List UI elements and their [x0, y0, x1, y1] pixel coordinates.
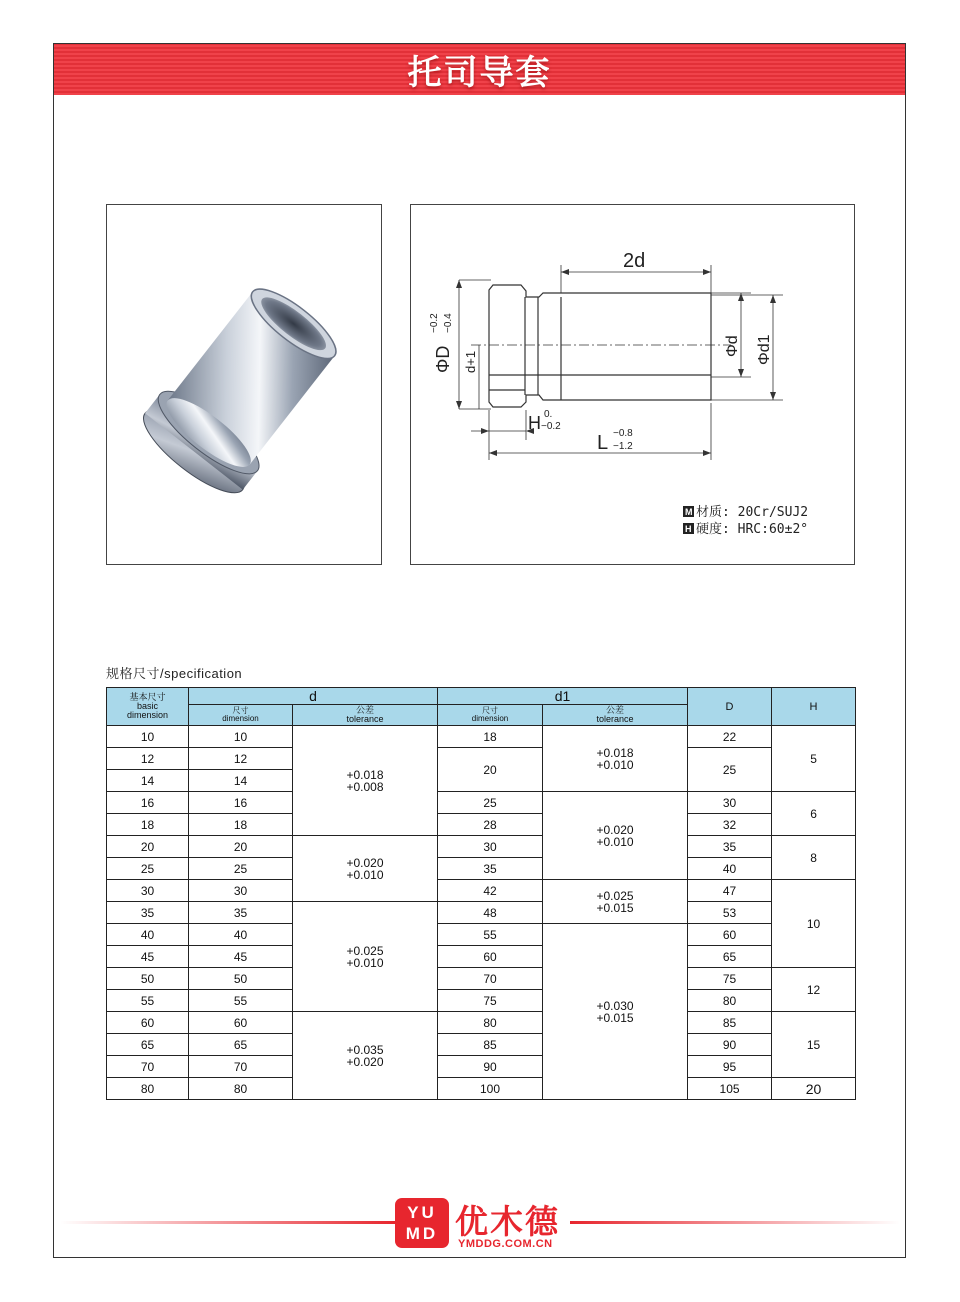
product-photo-panel — [106, 204, 382, 565]
cell-H: 12 — [772, 968, 856, 1012]
cell-basic: 20 — [107, 836, 189, 858]
header-d-size: 尺寸 dimension — [189, 705, 293, 726]
cell-basic: 12 — [107, 748, 189, 770]
cell-d: 50 — [189, 968, 293, 990]
table-row — [107, 968, 856, 990]
cell-D: 40 — [688, 858, 772, 880]
cell-d: 12 — [189, 748, 293, 770]
cell-d1-tol: +0.020 +0.010 — [543, 792, 688, 880]
header-d: d — [189, 688, 438, 705]
cell-d1: 100 — [438, 1078, 543, 1100]
header-d1: d1 — [438, 688, 688, 705]
part-outline — [489, 285, 711, 407]
cell-d1: 85 — [438, 1034, 543, 1056]
cell-basic: 16 — [107, 792, 189, 814]
cell-d1: 48 — [438, 902, 543, 924]
cell-D: 22 — [688, 726, 772, 748]
cell-d: 60 — [189, 1012, 293, 1034]
cell-d1: 75 — [438, 990, 543, 1012]
label-L: L — [597, 432, 609, 454]
label-L-tol-lower: −1.2 — [613, 441, 633, 452]
cell-D: 90 — [688, 1034, 772, 1056]
table-row — [107, 1012, 856, 1034]
table-row — [107, 814, 856, 836]
header-D: D — [688, 688, 772, 726]
cell-d1: 80 — [438, 1012, 543, 1034]
cell-d1: 18 — [438, 726, 543, 748]
cell-H: 20 — [772, 1078, 856, 1100]
header-H: H — [772, 688, 856, 726]
cell-basic: 40 — [107, 924, 189, 946]
badge-bottom-text: MD — [405, 1224, 439, 1243]
cell-basic: 65 — [107, 1034, 189, 1056]
label-d-plus-1: d+1 — [463, 350, 478, 373]
cell-d1: 55 — [438, 924, 543, 946]
header-basic-dimension: 基本尺寸 basic dimension — [107, 688, 189, 726]
cell-H: 8 — [772, 836, 856, 880]
cell-d1: 60 — [438, 946, 543, 968]
label-H-tol-lower: −0.2 — [541, 421, 561, 432]
cell-d: 14 — [189, 770, 293, 792]
bushing-drawing — [411, 205, 854, 564]
cell-d1: 25 — [438, 792, 543, 814]
cell-d1: 28 — [438, 814, 543, 836]
page-title: 托司导套 — [407, 54, 552, 92]
cell-d: 70 — [189, 1056, 293, 1078]
cell-d1: 35 — [438, 858, 543, 880]
cell-d: 25 — [189, 858, 293, 880]
cell-basic: 14 — [107, 770, 189, 792]
label-L-tol-upper: −0.8 — [613, 428, 633, 439]
spec-table — [106, 687, 856, 1100]
cell-H: 6 — [772, 792, 856, 836]
material-icon: M — [685, 507, 693, 517]
table-row — [107, 858, 856, 880]
label-H: H — [528, 413, 541, 433]
header-d1-tolerance: 公差 tolerance — [543, 705, 688, 726]
cell-d1-tol: +0.018 +0.010 — [543, 726, 688, 792]
label-phi-d: Φd — [724, 335, 741, 357]
cell-D: 105 — [688, 1078, 772, 1100]
cell-d1-tol: +0.025 +0.015 — [543, 880, 688, 924]
label-D-tol-upper: −0.2 — [429, 313, 440, 333]
cell-basic: 25 — [107, 858, 189, 880]
header-d-tolerance: 公差 tolerance — [293, 705, 438, 726]
cell-d: 20 — [189, 836, 293, 858]
table-row — [107, 792, 856, 814]
cell-H: 10 — [772, 880, 856, 968]
table-row — [107, 1078, 856, 1100]
material-note: 材质: 20Cr/SUJ2 — [696, 505, 809, 520]
label-D-tol-lower: −0.4 — [443, 313, 454, 333]
cell-D: 32 — [688, 814, 772, 836]
label-2d: 2d — [623, 250, 646, 272]
brand-name: 优木德 — [455, 1202, 560, 1241]
cell-basic: 18 — [107, 814, 189, 836]
title-banner — [54, 44, 905, 95]
table-row — [107, 946, 856, 968]
cell-D: 75 — [688, 968, 772, 990]
cell-d: 40 — [189, 924, 293, 946]
cell-basic: 50 — [107, 968, 189, 990]
cell-d: 18 — [189, 814, 293, 836]
cell-d: 16 — [189, 792, 293, 814]
cell-basic: 80 — [107, 1078, 189, 1100]
badge-top-text: YU — [407, 1203, 437, 1222]
cell-basic: 35 — [107, 902, 189, 924]
cell-d1: 90 — [438, 1056, 543, 1078]
cell-H: 15 — [772, 1012, 856, 1078]
cell-basic: 70 — [107, 1056, 189, 1078]
cell-d1: 20 — [438, 748, 543, 792]
table-row — [107, 748, 856, 770]
cell-D: 60 — [688, 924, 772, 946]
table-row — [107, 836, 856, 858]
cell-d: 45 — [189, 946, 293, 968]
cell-d1: 30 — [438, 836, 543, 858]
cell-D: 30 — [688, 792, 772, 814]
label-phi-d1: Φd1 — [756, 334, 773, 365]
table-row — [107, 924, 856, 946]
cell-basic: 60 — [107, 1012, 189, 1034]
table-row — [107, 880, 856, 902]
technical-drawing-panel — [410, 204, 855, 565]
guide-bushing-photo — [107, 205, 381, 564]
cell-d-tol: +0.018 +0.008 — [293, 726, 438, 836]
hardness-note: 硬度: HRC:60±2° — [696, 522, 809, 537]
cell-d-tol: +0.035 +0.020 — [293, 1012, 438, 1100]
table-row — [107, 1034, 856, 1056]
cell-d1: 70 — [438, 968, 543, 990]
cell-basic: 45 — [107, 946, 189, 968]
cell-D: 25 — [688, 748, 772, 792]
cell-basic: 10 — [107, 726, 189, 748]
cell-D: 47 — [688, 880, 772, 902]
cell-D: 85 — [688, 1012, 772, 1034]
brand-logo-badge — [395, 1198, 449, 1248]
table-row — [107, 902, 856, 924]
cell-d-tol: +0.025 +0.010 — [293, 902, 438, 1012]
cell-d: 80 — [189, 1078, 293, 1100]
cell-d1: 42 — [438, 880, 543, 902]
cell-D: 65 — [688, 946, 772, 968]
cell-H: 5 — [772, 726, 856, 792]
cell-D: 80 — [688, 990, 772, 1012]
cell-d: 10 — [189, 726, 293, 748]
footer-line-right — [570, 1221, 900, 1224]
cell-basic: 55 — [107, 990, 189, 1012]
spec-caption: 规格尺寸/specification — [106, 666, 243, 681]
table-row — [107, 1056, 856, 1078]
label-D: ΦD — [433, 345, 453, 373]
cell-d-tol: +0.020 +0.010 — [293, 836, 438, 902]
table-row — [107, 990, 856, 1012]
cell-d1-tol: +0.030 +0.015 — [543, 924, 688, 1100]
cell-d: 55 — [189, 990, 293, 1012]
cell-d: 65 — [189, 1034, 293, 1056]
cell-D: 95 — [688, 1056, 772, 1078]
cell-D: 35 — [688, 836, 772, 858]
header-d1-size: 尺寸 dimension — [438, 705, 543, 726]
cell-D: 53 — [688, 902, 772, 924]
cell-d: 35 — [189, 902, 293, 924]
cell-d: 30 — [189, 880, 293, 902]
hardness-icon: H — [685, 524, 692, 534]
footer-line-left — [60, 1221, 395, 1224]
label-H-tol-upper: 0. — [544, 409, 553, 420]
table-row — [107, 726, 856, 748]
cell-basic: 30 — [107, 880, 189, 902]
brand-url: YMDDG.COM.CN — [458, 1238, 553, 1250]
